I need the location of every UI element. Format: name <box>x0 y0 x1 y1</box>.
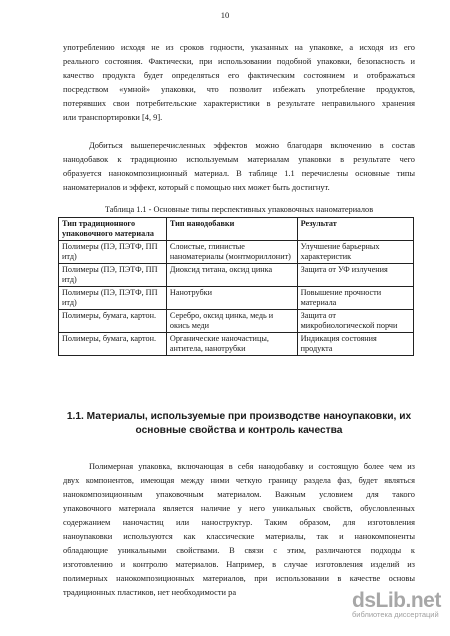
header-result: Результат <box>297 218 413 241</box>
text-line: наноматериалов и эффект, который с помощью них может быть достигнут. <box>63 183 330 192</box>
table-caption: Таблица 1.1 - Основные типы перспективных упаковочных наноматериалов <box>104 205 374 214</box>
cell-material: Полимеры, бумага, картон. <box>59 310 167 333</box>
cell-material: Полимеры (ПЭ, ПЭТФ, ПП итд) <box>59 264 167 287</box>
table-row <box>59 287 414 310</box>
text-line: полимерных нанокомпозиционных материалов, при использовании в качестве основы <box>63 574 415 583</box>
cell-additive: Диоксид титана, оксид цинка <box>166 264 297 287</box>
text-line: или транспортировки [4, 9]. <box>63 113 163 122</box>
text-line: обладающие уникальными свойствами. В связи с этим, различаются подходы к <box>63 546 415 555</box>
text-line: традиционных пластиков, нет необходимости ра <box>63 588 237 597</box>
text-line: качество продукта будет определяться его фактическим состоянием и отображаться <box>63 71 415 80</box>
text-line: нанокомпозиционным упаковочным материалом. Важным условием для такого <box>63 490 415 499</box>
cell-material: Полимеры, бумага, картон. <box>59 333 167 356</box>
text-line: двух компонентов, имеющая между ними четкую границу раздела фаз, будет являться <box>63 476 415 485</box>
cell-additive: Серебро, оксид цинка, медь и окись меди <box>166 310 297 333</box>
text-line: содержанием наночастиц или наноструктур. Таким образом, для изготовления <box>63 518 415 527</box>
cell-additive: Слоистые, глинистые наноматериалы (монтмориллонит) <box>166 241 297 264</box>
watermark <box>352 589 448 619</box>
watermark-subtitle: библиотека диссертаций <box>352 610 439 619</box>
header-additive: Тип нанодобавки <box>166 218 297 241</box>
text-line: Полимерная упаковка, включающая в себя нанодобавку и состоящую более чем из <box>89 462 415 471</box>
table-row <box>59 264 414 287</box>
watermark-logo: dsLib.net <box>352 589 441 612</box>
cell-material: Полимеры (ПЭ, ПЭТФ, ПП итд) <box>59 241 167 264</box>
cell-result: Индикация состояния продукта <box>297 333 413 356</box>
cell-result: Защита от микробиологической порчи <box>297 310 413 333</box>
text-line: нанодобавок к традиционно используемым материалам упаковки в результате чего <box>63 155 415 164</box>
cell-result: Повышение прочности материала <box>297 287 413 310</box>
table-header-row <box>59 218 414 241</box>
text-line: наноупаковки используются как классические материалы, так и нанокомпоненты <box>63 532 415 541</box>
cell-result: Улучшение барьерных характеристик <box>297 241 413 264</box>
text-line: реального состояния. Фактически, при использовании подобной упаковки, безопасность и <box>63 57 415 66</box>
section-heading: 1.1. Материалы, используемые при производстве наноупаковки, их основные свойства и контроль качества <box>66 411 412 436</box>
table-row <box>59 241 414 264</box>
cell-material: Полимеры (ПЭ, ПЭТФ, ПП итд) <box>59 287 167 310</box>
header-material: Тип традиционного упаковочного материала <box>59 218 167 241</box>
page-number: 10 <box>220 10 230 20</box>
text-line: изготовлению и контролю материалов. Например, в случае изготовления изделий из <box>63 560 415 569</box>
text-line: упаковочного материала является наличие у него уникальных свойств, обусловленных <box>63 504 415 513</box>
table-row <box>59 333 414 356</box>
cell-additive: Органические наночастицы, антитела, нанотрубки <box>166 333 297 356</box>
text-line: потерявших свои потребительские характеристики в результате неправильного хранения <box>63 99 415 108</box>
cell-additive: Нанотрубки <box>166 287 297 310</box>
cell-result: Защита от УФ излучения <box>297 264 413 287</box>
text-line: образуется нанокомпозиционный материал. В таблице 1.1 перечислены основные типы <box>63 169 415 178</box>
second-paragraph <box>63 139 415 195</box>
body-paragraph <box>63 460 415 600</box>
table-row <box>59 310 414 333</box>
text-line: употреблению исходя не из сроков годности, указанных на упаковке, а исходя из его <box>63 43 415 52</box>
text-line: посредством «умной» упаковки, что позволит избежать употребление продуктов, <box>63 85 415 94</box>
intro-paragraph <box>63 41 415 125</box>
text-line: Добиться вышеперечисленных эффектов можно благодаря включению в состав <box>89 141 415 150</box>
nanomaterials-table <box>58 217 414 356</box>
